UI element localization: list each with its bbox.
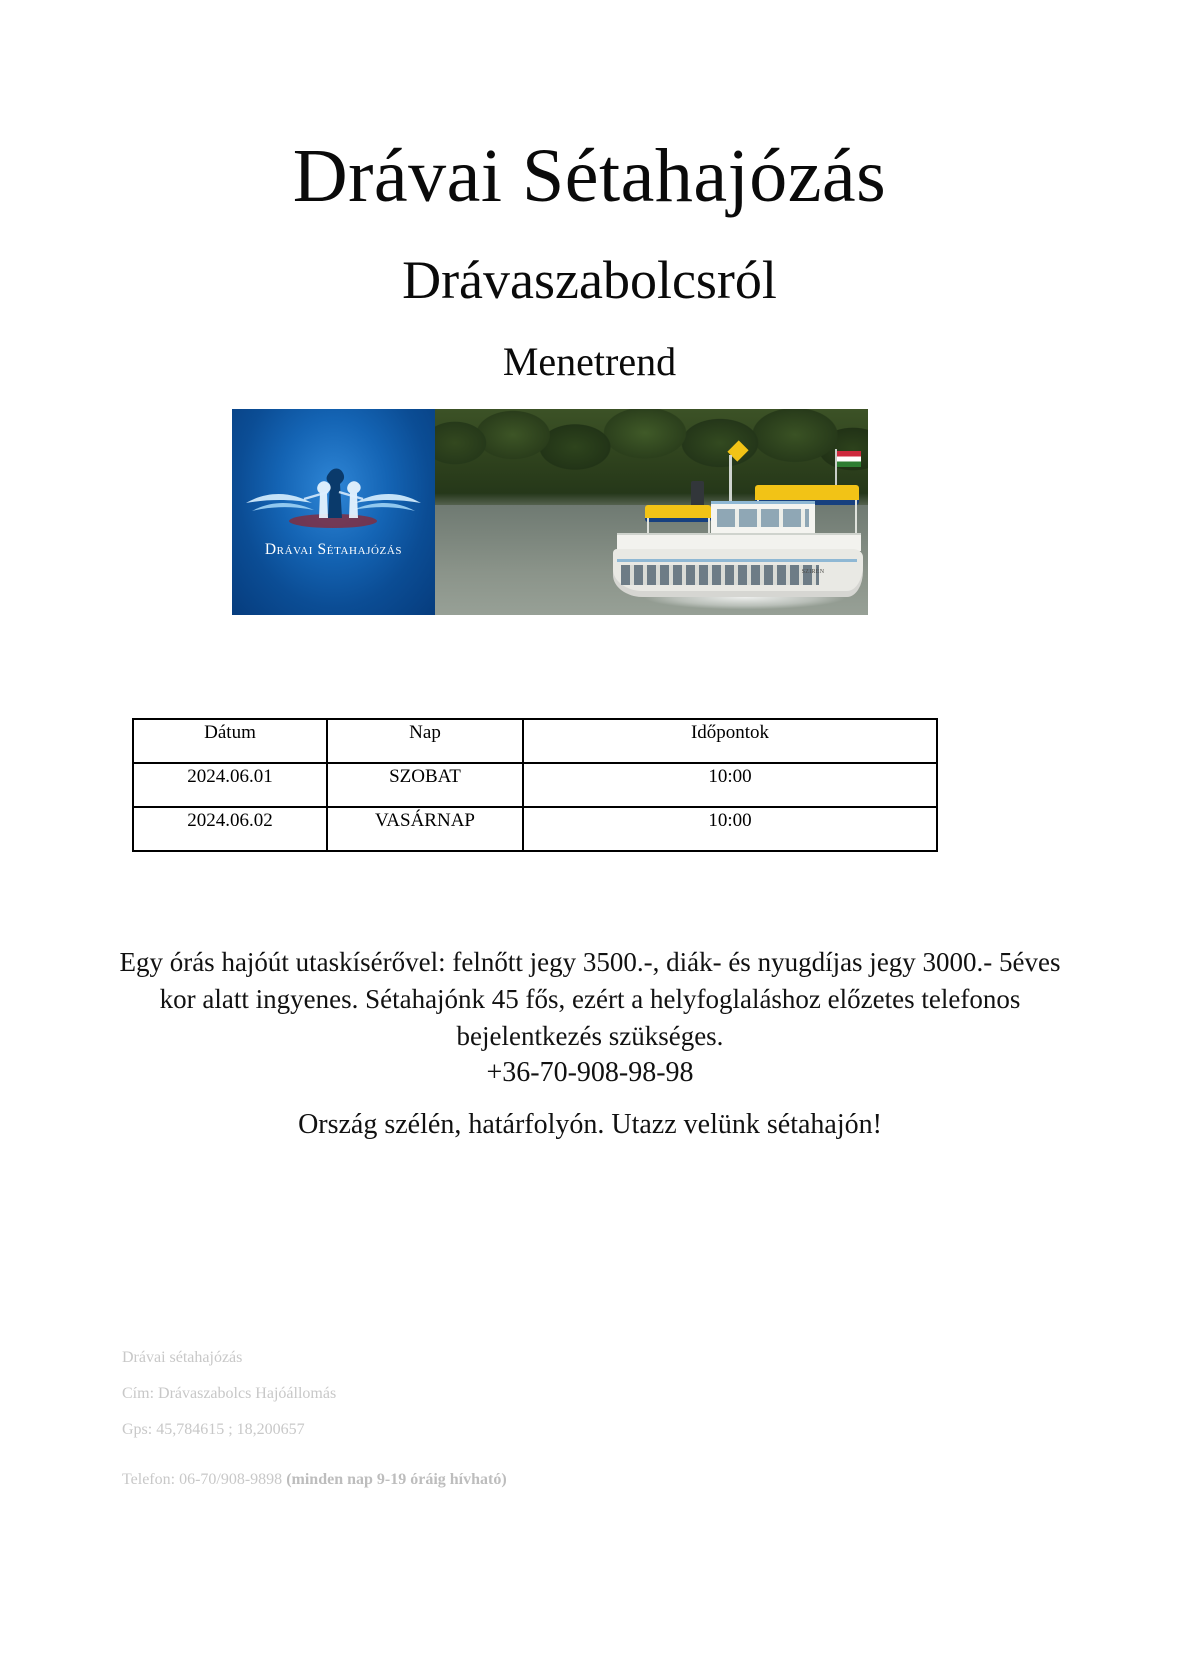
schedule-table [132,718,938,852]
footer-spacer [122,1448,822,1462]
banner-image [232,409,868,615]
cell-times: 10:00 [523,763,937,807]
table-row [133,807,937,851]
hungarian-flag-icon [837,451,861,467]
table-header-row [133,719,937,763]
photo-hull-stripe [617,559,857,562]
company-logo [232,409,435,615]
cell-date: 2024.06.02 [133,807,327,851]
footer-phone [122,1462,822,1498]
cell-day: VASÁRNAP [327,807,523,851]
ticket-info-paragraph: Egy órás hajóút utaskísérővel: felnőtt jegy 3500.-, diák- és nyugdíjas jegy 3000.- 5éves kor alatt ingyenes. Sétahajónk 45 fős, ezért a helyfoglaláshoz előzetes telefonos bejelentkezés szükséges. [119,947,1061,1051]
cell-times: 10:00 [523,807,937,851]
column-header-times: Időpontok [523,719,937,763]
footer-company: Drávai sétahajózás [122,1349,243,1366]
photo-canopy-front [645,505,711,522]
column-header-date: Dátum [133,719,327,763]
boat-photo [435,409,868,615]
contact-phone[interactable]: +36-70-908-98-98 [486,1057,694,1088]
page-title: Drávai Sétahajózás [292,134,887,218]
cell-date: 2024.06.01 [133,763,327,807]
schedule-heading: Menetrend [502,339,677,384]
table-row [133,763,937,807]
footer [122,1340,822,1498]
boat-rower-emblem-icon [232,459,435,537]
photo-boat-name: SZIRÉN [801,569,825,575]
page-subtitle: Drávaszabolcsról [402,250,777,310]
footer-gps: Gps: 45,784615 ; 18,200657 [122,1421,305,1438]
photo-boat-mast [729,455,732,505]
logo-wordmark: Drávai Sétahajózás [264,541,403,558]
marketing-tagline: Ország szélén, határfolyón. Utazz velünk sétahajón! [298,1109,882,1140]
footer-address: Cím: Drávaszabolcs Hajóállomás [122,1385,337,1402]
photo-wheelhouse-windows [717,509,809,527]
column-header-day: Nap [327,719,523,763]
photo-canopy-post [855,500,857,536]
cell-day: SZOBAT [327,763,523,807]
footer-phone-number: Telefon: 06-70/908-9898 [122,1471,287,1488]
schedule-table-wrapper [132,718,936,852]
footer-phone-hours: (minden nap 9-19 óráig hívható) [286,1471,507,1488]
